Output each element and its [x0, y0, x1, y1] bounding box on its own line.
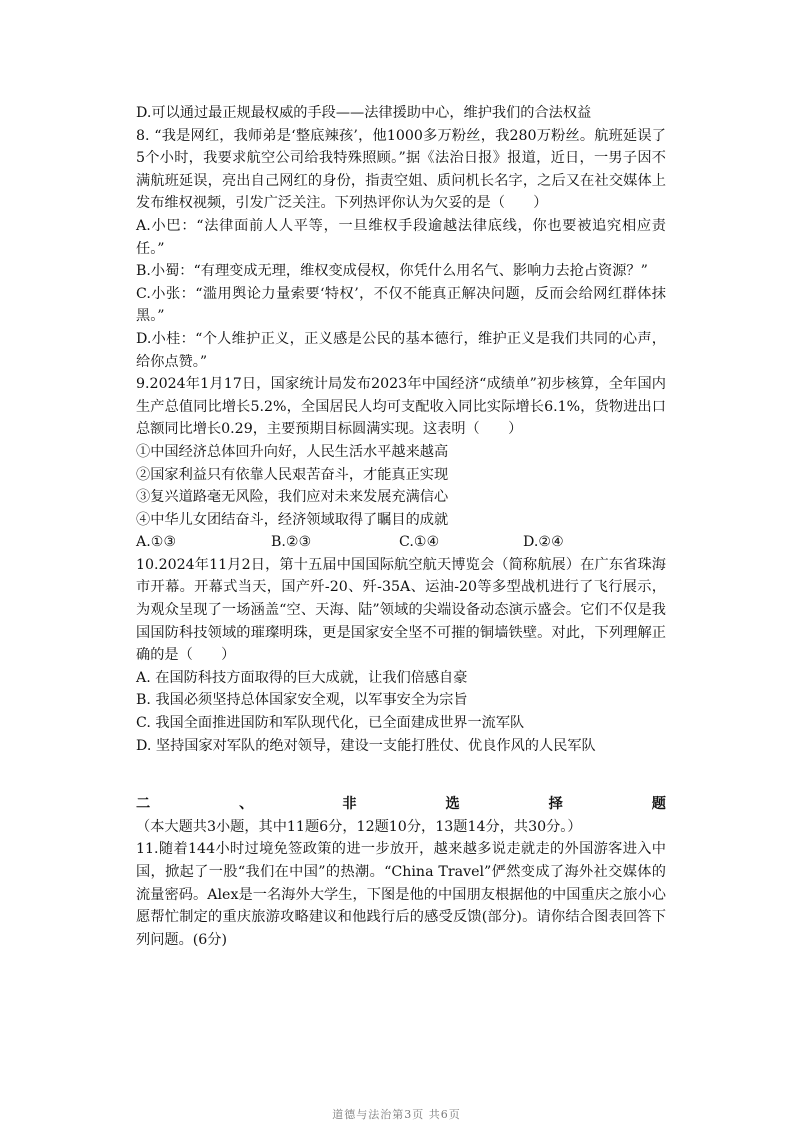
q9-stem: 9.2024年1月17日，国家统计局发布2023年中国经济“成绩单”初步核算，全年国内生产总值同比增长5.2%，全国居民人均可支配收入同比实际增长6.1%，货物进出口总额同比增长0.29，主要预期目标圆满实现。这表明（ ）	[136, 376, 666, 438]
page-content	[136, 102, 666, 951]
question-9	[136, 373, 666, 554]
q9-item-2: ②国家利益只有依靠人民艰苦奋斗，才能真正实现	[136, 466, 449, 483]
q9-choices	[136, 531, 666, 554]
q8-option-c: C.小张：“滥用舆论力量索要‘特权’，不仅不能真正解决问题，反而会给网红群体抹黑。”	[136, 285, 666, 325]
q9-choice-c: C.①④	[399, 534, 440, 551]
q9-item-4: ④中华儿女团结奋斗，经济领域取得了瞩目的成就	[136, 511, 449, 528]
q10-stem: 10.2024年11月2日，第十五届中国国际航空航天博览会（简称航展）在广东省珠海市开幕。开幕式当天，国产歼-20、歼-35A、运油-20等多型战机进行了飞行展示，为观众呈现了一场涵盖“空、天海、陆”领域的尖端设备动态演示盛会。它们不仅是我国国防科技领域的璀璨明珠，更是国家安全坚不可摧的铜墙铁壁。对此，下列理解正确的是（ ）	[136, 556, 666, 664]
section-2-desc: （本大题共3小题，其中11题6分，12题10分，13题14分，共30分。）	[136, 818, 582, 835]
page-footer: 道德与法治第3页 共6页	[332, 1108, 461, 1121]
q9-item-1: ①中国经济总体回升向好，人民生活水平越来越高	[136, 443, 449, 460]
question-8	[136, 125, 666, 374]
spacer	[136, 757, 666, 793]
q10-option-b: B. 我国必须坚持总体国家安全观，以军事安全为宗旨	[136, 692, 468, 709]
q9-choice-a: A.①③	[136, 534, 177, 551]
section-2-title: 二、非选择题	[136, 796, 666, 813]
q10-option-c: C. 我国全面推进国防和军队现代化，已全面建成世界一流军队	[136, 715, 525, 732]
section-2-heading	[136, 793, 666, 838]
q8-stem: 8. “我是网红，我师弟是‘整底辣孩’，他1000多万粉丝，我280万粉丝。航班延误了5个小时，我要求航空公司给我特殊照顾。”据《法治日报》报道，近日，一男子因不满航班延误，亮出自己网红的身份，指责空姐、质问机长名字，之后又在社交媒体上发布维权视频，引发广泛关注。下列热评你认为欠妥的是（ ）	[136, 127, 666, 212]
q9-choice-d: D.②④	[523, 534, 564, 551]
q8-option-a: A.小巴：“法律面前人人平等，一旦维权手段逾越法律底线，你也要被追究相应责任。”	[136, 217, 666, 257]
q11-stem: 11.随着144小时过境免签政策的进一步放开，越来越多说走就走的外国游客进入中国，掀起了一股“我们在中国”的热潮。“China Travel”俨然变成了海外社交媒体的流量密码。Alex是一名海外大学生，下图是他的中国朋友根据他的中国重庆之旅小心愿帮忙制定的重庆旅游攻略建议和他践行后的感受反馈(部分)。请你结合图表回答下列问题。(6分)	[136, 841, 666, 948]
q7-option-d: D.可以通过最正规最权威的手段——法律援助中心，维护我们的合法权益	[136, 105, 592, 121]
q9-choice-b: B.②③	[271, 534, 312, 551]
question-10	[136, 554, 666, 757]
q10-option-a: A. 在国防科技方面取得的巨大成就，让我们倍感自豪	[136, 669, 468, 686]
q9-item-3: ③复兴道路毫无风险，我们应对未来发展充满信心	[136, 489, 449, 506]
q8-option-d: D.小桂：“个人维护正义，正义感是公民的基本德行，维护正义是我们共同的心声，给你点赞。”	[136, 330, 666, 370]
q10-option-d: D. 坚持国家对军队的绝对领导，建设一支能打胜仗、优良作风的人民军队	[136, 737, 596, 754]
q8-option-b: B.小蜀：“有理变成无理，维权变成侵权，你凭什么用名气、影响力去抢占资源？”	[136, 263, 648, 280]
